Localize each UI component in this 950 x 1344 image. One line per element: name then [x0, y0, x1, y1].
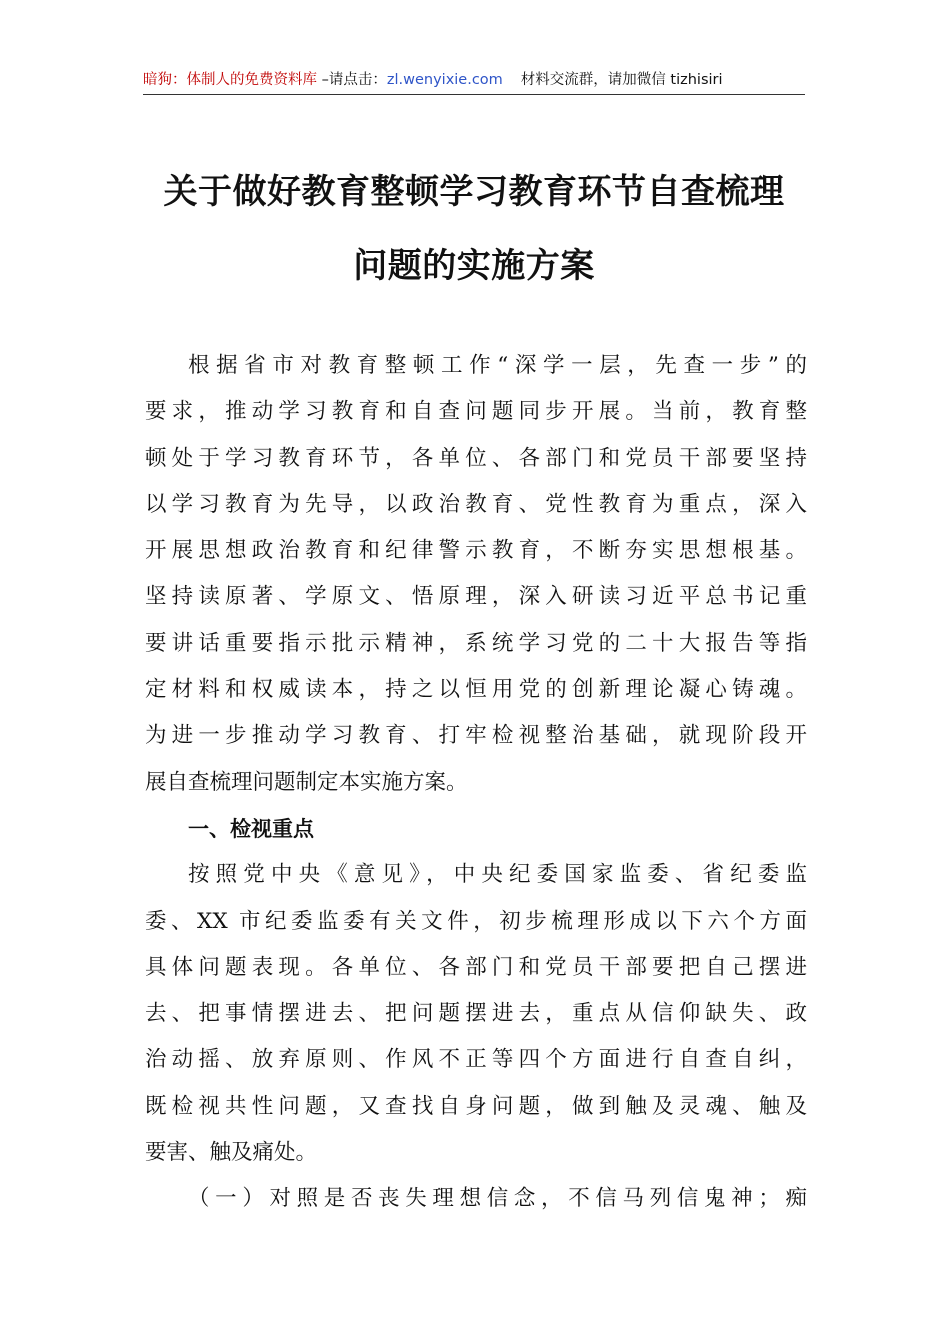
- header-brand: 暗狗：体制人的免费资料库: [143, 72, 317, 88]
- body-line: 要讲话重要指示批示精神，系统学习党的二十大报告等指: [145, 630, 807, 656]
- header-wechat-note: 材料交流群，请加微信 tizhisiri: [520, 72, 723, 88]
- body-line: 委、XX 市纪委监委有关文件，初步梳理形成以下六个方面: [145, 908, 807, 934]
- body-line: 既检视共性问题，又查找自身问题，做到触及灵魂、触及: [145, 1093, 807, 1119]
- document-body: [145, 343, 807, 1223]
- body-line: 治动摇、放弃原则、作风不正等四个方面进行自查自纠，: [145, 1047, 807, 1073]
- item-1-paragraph: [145, 1176, 807, 1222]
- body-line: 定材料和权威读本，持之以恒用党的创新理论凝心铸魂。: [145, 677, 807, 703]
- body-line: 开展思想政治教育和纪律警示教育，不断夯实思想根基。: [145, 538, 807, 564]
- body-line: 按照党中央《意见》，中央纪委国家监委、省纪委监: [188, 862, 807, 888]
- body-line: 要害、触及痛处。: [145, 1140, 318, 1166]
- section-heading-1: 一、检视重点: [188, 816, 314, 841]
- section-1-paragraph: [145, 852, 807, 1176]
- header-prompt: –请点击：: [317, 72, 387, 88]
- body-line: 坚持读原著、学原文、悟原理，深入研读习近平总书记重: [145, 584, 807, 610]
- body-line: 根据省市对教育整顿工作“深学一层，先查一步”的: [188, 353, 807, 378]
- body-line: 展自查梳理问题制定本实施方案。: [145, 769, 468, 795]
- intro-paragraph: [145, 343, 807, 806]
- body-line: 具体问题表现。各单位、各部门和党员干部要把自己摆进: [145, 954, 807, 980]
- header-url-link[interactable]: zl.wenyixie.com: [386, 72, 503, 88]
- body-line: 顿处于学习教育环节，各单位、各部门和党员干部要坚持: [145, 445, 807, 471]
- body-line: 为进一步推动学习教育、打牢检视整治基础，就现阶段开: [145, 723, 807, 749]
- body-line: 去、把事情摆进去、把问题摆进去，重点从信仰缺失、政: [145, 1001, 807, 1027]
- body-line: 要求，推动学习教育和自查问题同步开展。当前，教育整: [145, 399, 807, 425]
- body-line: 以学习教育为先导，以政治教育、党性教育为重点，深入: [145, 491, 807, 517]
- document-title-line-2: 问题的实施方案: [353, 246, 595, 286]
- body-line: （一）对照是否丧失理想信念，不信马列信鬼神；痴: [188, 1186, 807, 1212]
- page-header: [143, 70, 805, 95]
- document-title-line-1: 关于做好教育整顿学习教育环节自查梳理: [163, 172, 785, 212]
